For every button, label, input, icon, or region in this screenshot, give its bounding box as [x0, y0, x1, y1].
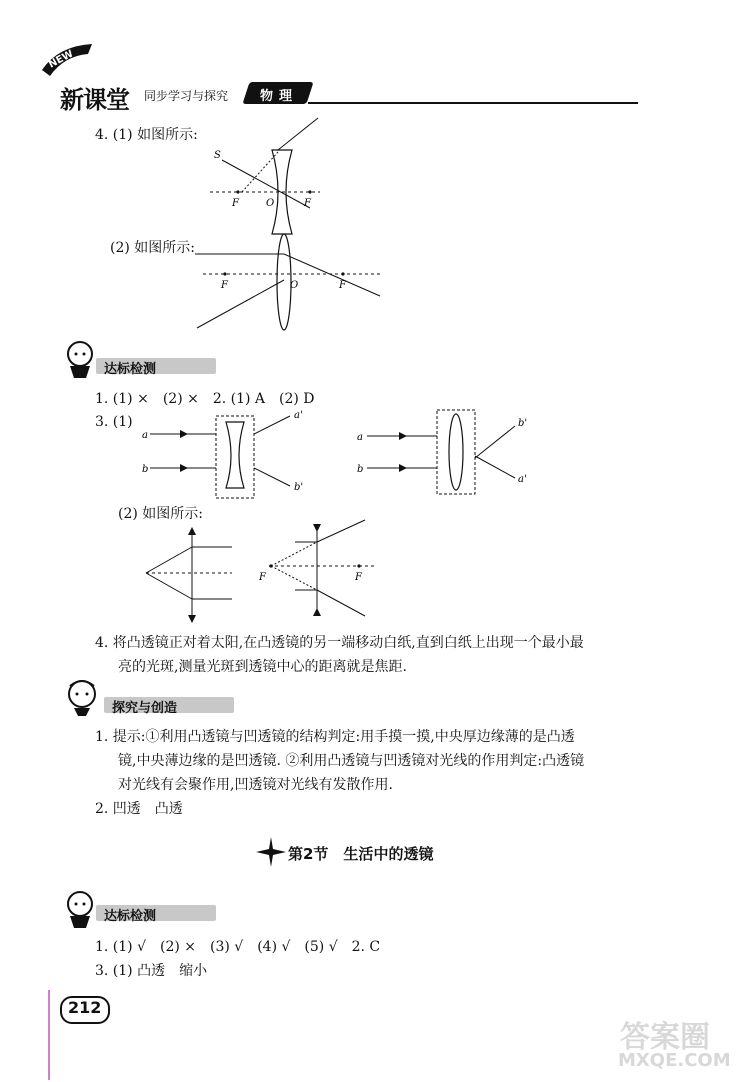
dabiao-q3-1: 3. (1): [95, 414, 133, 430]
subject-label: 物理: [260, 89, 299, 104]
dabiao-q4-line1: 4. 将凸透镜正对着太阳,在凸透镜的另一端移动白纸,直到白纸上出现一个最小最: [95, 635, 584, 651]
header-rule: [308, 102, 638, 104]
new-badge-text: NEW: [46, 48, 76, 71]
dabiao2-q1: 1. (1) √ (2) × (3) √ (4) √ (5) √ 2. C: [95, 939, 381, 955]
watermark-top: 答案圈: [620, 1020, 710, 1055]
q4-1-text: 4. (1) 如图所示:: [95, 127, 198, 143]
tanjiu-q1-line2: 镜,中央薄边缘的是凹透镜. ②利用凸透镜与凹透镜对光线的作用判定:凸透镜: [118, 753, 585, 769]
ray-b-prime-2: b': [518, 418, 528, 429]
tanjiu-q1-line1: 1. 提示:①利用凸透镜与凹透镜的结构判定:用手摸一摸,中央厚边缘薄的是凸透: [95, 729, 575, 745]
label-f-right-2: F: [339, 280, 346, 291]
label-f-left: F: [232, 198, 239, 209]
label-o-2: O: [290, 280, 299, 291]
section-title-dabiao-2: 达标检测: [104, 909, 157, 924]
label-o: O: [266, 198, 275, 209]
ray-a: a: [142, 430, 148, 441]
page-header: [38, 40, 648, 115]
ray-b-prime: b': [294, 482, 304, 493]
concave-lens-divergent-diagram: [255, 520, 395, 620]
ray-b-2: b: [357, 464, 364, 475]
label-s: S: [214, 150, 221, 161]
section-title-dabiao: 达标检测: [104, 362, 157, 377]
mascot-girl-icon: [62, 340, 98, 380]
mascot-girl-icon-2: [62, 890, 98, 930]
concave-lens-diagram: [200, 110, 380, 250]
tanjiu-q1-line3: 对光线有会聚作用,凹透镜对光线有发散作用.: [118, 777, 393, 793]
dabiao-q1: 1. (1) × (2) × 2. (1) A (2) D: [95, 391, 315, 407]
chapter-title: 第2节 生活中的透镜: [288, 845, 434, 863]
left-margin-line: [48, 990, 50, 1080]
label-f-3: F: [259, 572, 266, 583]
ray-a-2: a: [357, 432, 363, 443]
label-f-left-2: F: [221, 280, 228, 291]
concave-lens-box-diagram: [140, 410, 320, 500]
mascot-boy-icon: [60, 678, 104, 718]
brand-title: 新课堂: [60, 86, 129, 114]
label-f-4: F: [355, 572, 362, 583]
section-title-tanjiu: 探究与创造: [112, 701, 178, 716]
concave-lens-arrow-diagram: [140, 525, 240, 625]
watermark-bottom: MXQE.COM: [618, 1050, 731, 1071]
dabiao2-q3: 3. (1) 凸透 缩小: [95, 963, 208, 979]
dabiao-q4-line2: 亮的光斑,测量光斑到透镜中心的距离就是焦距.: [118, 659, 407, 675]
dabiao-q3-2: (2) 如图所示:: [118, 506, 203, 522]
brand-subtitle: 同步学习与探究: [144, 89, 229, 103]
star-icon: [256, 837, 286, 867]
convex-lens-box-diagram: [355, 406, 545, 496]
ray-a-prime-2: a': [518, 474, 527, 485]
ray-b: b: [142, 464, 149, 475]
convex-lens-diagram: [195, 232, 395, 342]
tanjiu-q2: 2. 凹透 凸透: [95, 801, 183, 817]
page-number: 212: [68, 998, 102, 1017]
label-f-right: F: [304, 198, 311, 209]
q4-2-text: (2) 如图所示:: [110, 240, 195, 256]
ray-a-prime: a': [294, 410, 303, 421]
